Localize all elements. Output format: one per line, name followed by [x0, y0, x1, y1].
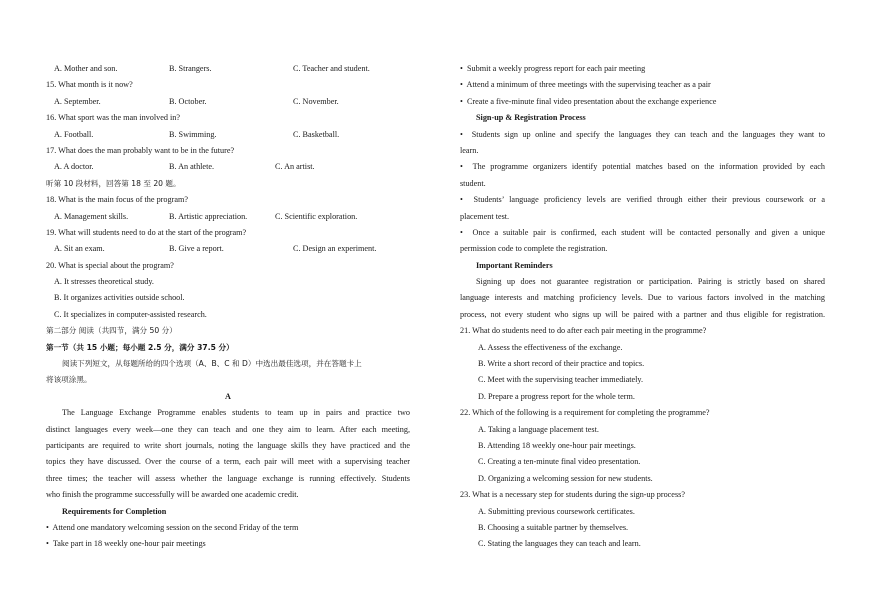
signup-item-line: [460, 127, 825, 143]
q21-stem: 21. What do students need to do after each pair meeting in the programme?: [460, 326, 707, 336]
q16-options: [46, 127, 410, 143]
passage-line: topics they have discussed. Over the course of a term, each pair will meet with a supervising teacher: [46, 457, 410, 467]
q22-option-b: B. Attending 18 weekly one-hour pair meetings.: [478, 440, 636, 450]
section1-instruction-line2: 将该项涂黑。: [46, 375, 92, 385]
bullet-icon: •: [46, 539, 49, 549]
q19-stem: 19. What will students need to do at the start of the program?: [46, 227, 247, 237]
passage-line: participants are required to write short journals, noting the language skills they have practiced and the: [46, 440, 410, 450]
bullet-icon: •: [460, 227, 463, 237]
section1-instruction-line1: 阅读下列短文，从每题所给的四个选项（A、B、C 和 D）中选出最佳选项，并在答题卡上: [62, 359, 362, 369]
signup-text: Students sign up online and specify the languages they can teach and the languages they want to: [471, 129, 825, 139]
requirements-heading: Requirements for Completion: [62, 506, 167, 516]
signup-text: Students’ language proficiency levels are verified through either their previous coursework or a: [473, 195, 825, 205]
requirement-item: [460, 61, 825, 77]
bullet-icon: •: [460, 80, 463, 90]
part2-title: 第二部分 阅读（共四节，满分 50 分）: [46, 326, 177, 336]
q14-options: [46, 61, 410, 77]
q15-option-a: A. September.: [54, 96, 101, 106]
signup-text: The programme organizers identify potential matches based on the information provided by each: [472, 162, 825, 172]
q17-options: [46, 159, 410, 175]
q18-stem: 18. What is the main focus of the program?: [46, 195, 188, 205]
reminders-heading: Important Reminders: [476, 260, 553, 270]
q17-option-b: B. An athlete.: [169, 162, 215, 172]
requirement-text: Attend one mandatory welcoming session on the second Friday of the term: [52, 522, 299, 532]
q21-option-a: A. Assess the effectiveness of the exchange.: [478, 342, 623, 352]
bullet-icon: •: [460, 195, 463, 205]
bullet-icon: •: [460, 162, 463, 172]
q22-option-c: C. Creating a ten-minute final video presentation.: [478, 457, 641, 467]
signup-item-cont: permission code to complete the registration.: [460, 244, 608, 254]
signup-item-line: [460, 159, 825, 175]
q23-stem: 23. What is a necessary step for students during the sign-up process?: [460, 490, 685, 500]
q16-stem: 16. What sport was the man involved in?: [46, 113, 181, 123]
signup-heading: Sign-up & Registration Process: [476, 113, 586, 123]
signup-item-line: [460, 192, 825, 208]
q14-option-b: B. Strangers.: [169, 64, 212, 73]
requirement-text: Submit a weekly progress report for each pair meeting: [466, 64, 646, 73]
q16-option-a: A. Football.: [54, 129, 94, 139]
signup-item-line: [460, 225, 825, 241]
q20-option-a: A. It stresses theoretical study.: [54, 277, 154, 287]
reminders-line: language interests and matching proficiency levels. Due to various factors involved in the matching: [460, 293, 825, 303]
signup-item-cont: student.: [460, 178, 486, 188]
listening-instruction: 听第 10 段材料，回答第 18 至 20 题。: [46, 178, 181, 188]
q21-option-c: C. Meet with the supervising teacher immediately.: [478, 375, 643, 385]
passage-line: The Language Exchange Programme enables students to team up in pairs and practice two: [62, 408, 410, 418]
q14-option-a: A. Mother and son.: [54, 64, 118, 73]
q21-option-d: D. Prepare a progress report for the whole term.: [478, 391, 635, 401]
bullet-icon: •: [460, 129, 463, 139]
left-column: [46, 61, 410, 553]
passage-line: three times; the teacher will assess whether the language exchange is running effectively. Students: [46, 473, 410, 483]
passage-line: distinct languages every week—one they can teach and one they aim to learn. After each meeting,: [46, 424, 410, 434]
q17-stem: 17. What does the man probably want to be in the future?: [46, 145, 235, 155]
q18-option-c: C. Scientific exploration.: [275, 211, 358, 221]
requirement-item: [460, 94, 825, 110]
q20-option-b: B. It organizes activities outside school.: [54, 293, 185, 303]
passage-line: who finish the programme successfully will be awarded one academic credit.: [46, 490, 299, 500]
q19-option-b: B. Give a report.: [169, 244, 224, 254]
q19-option-a: A. Sit an exam.: [54, 244, 105, 254]
section1-title: 第一节（共 15 小题；每小题 2.5 分，满分 37.5 分）: [46, 342, 234, 352]
q14-option-c: C. Teacher and student.: [293, 64, 370, 73]
q23-option-b: B. Choosing a suitable partner by themselves.: [478, 522, 629, 532]
passage-label: A: [225, 391, 231, 401]
signup-item-cont: placement test.: [460, 211, 510, 221]
q15-option-c: C. November.: [293, 96, 339, 106]
q15-stem: 15. What month is it now?: [46, 80, 133, 90]
bullet-icon: •: [46, 522, 49, 532]
requirement-text: Create a five-minute final video presentation about the exchange experience: [466, 96, 717, 106]
q17-option-c: C. An artist.: [275, 162, 315, 172]
q22-option-d: D. Organizing a welcoming session for new students.: [478, 473, 653, 483]
requirement-item: [460, 77, 825, 93]
q18-option-b: B. Artistic appreciation.: [169, 211, 248, 221]
reminders-line: Signing up does not guarantee registration or participation. Pairing is strictly based on shared: [476, 277, 825, 287]
right-column: [460, 61, 825, 553]
requirement-text: Attend a minimum of three meetings with the supervising teacher as a pair: [466, 80, 711, 90]
signup-item-cont: learn.: [460, 145, 479, 155]
q23-option-a: A. Submitting previous coursework certificates.: [478, 506, 635, 516]
q22-stem: 22. Which of the following is a requirement for completing the programme?: [460, 408, 710, 418]
q20-option-c: C. It specializes in computer-assisted research.: [54, 309, 207, 319]
q16-option-b: B. Swimming.: [169, 129, 217, 139]
reminders-line: process, not every student who signs up will be paired with a partner and thus eligible for registration.: [460, 309, 825, 319]
q17-option-a: A. A doctor.: [54, 162, 94, 172]
q23-option-c: C. Stating the languages they can teach and learn.: [478, 539, 641, 549]
q21-option-b: B. Write a short record of their practice and topics.: [478, 359, 645, 369]
bullet-icon: •: [460, 96, 463, 106]
q15-options: [46, 94, 410, 110]
q18-options: [46, 209, 410, 225]
q20-stem: 20. What is special about the program?: [46, 260, 174, 270]
q22-option-a: A. Taking a language placement test.: [478, 424, 599, 434]
q19-options: [46, 241, 410, 257]
requirement-item: [46, 520, 410, 536]
bullet-icon: •: [460, 64, 463, 73]
q18-option-a: A. Management skills.: [54, 211, 129, 221]
requirement-text: Take part in 18 weekly one-hour pair meetings: [52, 539, 206, 549]
requirement-item: [46, 536, 410, 552]
q15-option-b: B. October.: [169, 96, 207, 106]
signup-text: Once a suitable pair is confirmed, each student will be contacted personally and given a unique: [472, 227, 825, 237]
q19-option-c: C. Design an experiment.: [293, 244, 377, 254]
q16-option-c: C. Basketball.: [293, 129, 340, 139]
